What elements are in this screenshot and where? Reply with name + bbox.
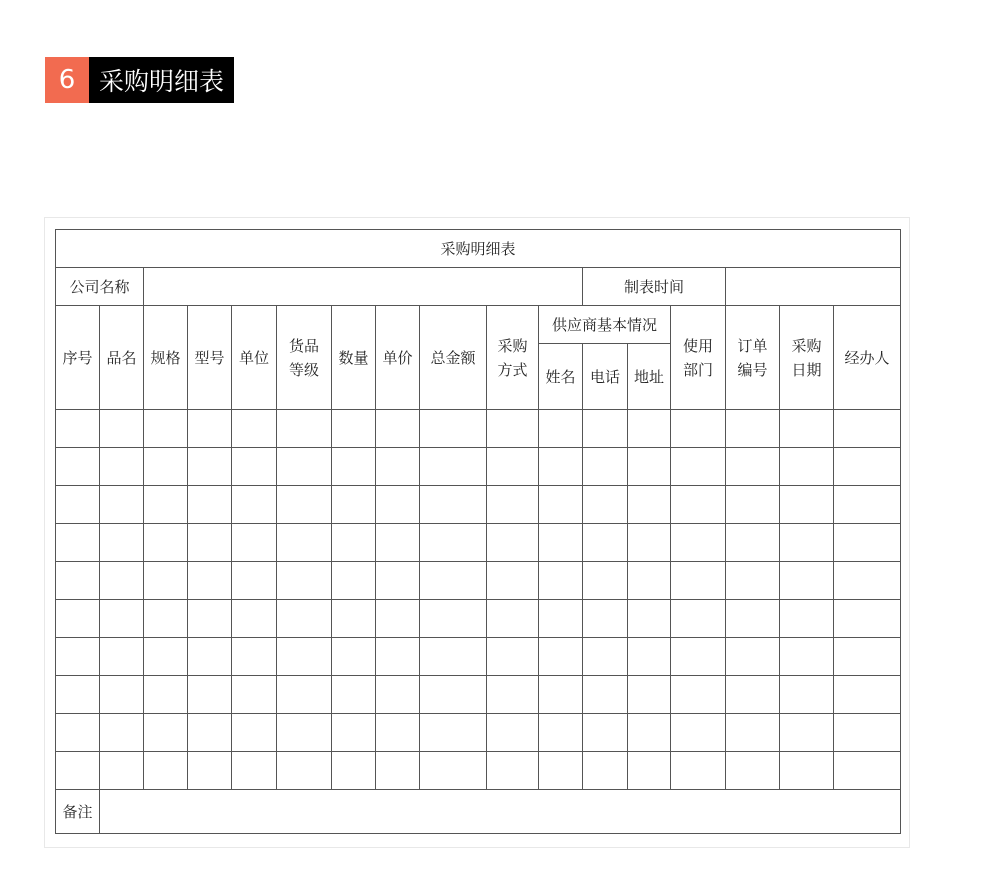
purchase-form-image — [44, 217, 910, 848]
table-cell[interactable] — [144, 562, 188, 600]
table-cell[interactable] — [376, 486, 420, 524]
table-cell[interactable] — [332, 638, 376, 676]
table-body — [56, 410, 901, 790]
table-cell[interactable] — [232, 676, 277, 714]
table-cell[interactable] — [628, 448, 671, 486]
header-date: 采购 日期 — [780, 306, 834, 410]
table-cell[interactable] — [56, 600, 100, 638]
remark-field[interactable] — [100, 790, 901, 834]
table-cell[interactable] — [277, 638, 332, 676]
table-cell[interactable] — [834, 448, 901, 486]
table-cell[interactable] — [277, 562, 332, 600]
table-cell[interactable] — [277, 524, 332, 562]
table-cell[interactable] — [376, 638, 420, 676]
table-cell[interactable] — [726, 486, 780, 524]
table-cell[interactable] — [56, 752, 100, 790]
table-cell[interactable] — [332, 562, 376, 600]
table-cell[interactable] — [188, 448, 232, 486]
table-cell[interactable] — [628, 752, 671, 790]
table-cell[interactable] — [420, 638, 487, 676]
header-unit: 单位 — [232, 306, 277, 410]
table-cell[interactable] — [628, 562, 671, 600]
table-cell[interactable] — [583, 714, 628, 752]
table-cell[interactable] — [628, 638, 671, 676]
table-cell[interactable] — [834, 524, 901, 562]
table-cell[interactable] — [780, 410, 834, 448]
table-cell[interactable] — [583, 410, 628, 448]
table-cell[interactable] — [487, 448, 539, 486]
table-cell[interactable] — [726, 638, 780, 676]
table-cell[interactable] — [332, 524, 376, 562]
table-cell[interactable] — [188, 486, 232, 524]
header-total: 总金额 — [420, 306, 487, 410]
header-model: 型号 — [188, 306, 232, 410]
company-name-field[interactable] — [144, 268, 583, 306]
table-cell[interactable] — [726, 562, 780, 600]
table-cell[interactable] — [726, 714, 780, 752]
table-cell[interactable] — [539, 600, 583, 638]
table-cell[interactable] — [539, 524, 583, 562]
table-cell[interactable] — [100, 600, 144, 638]
table-cell[interactable] — [583, 524, 628, 562]
table-cell[interactable] — [332, 752, 376, 790]
table-cell[interactable] — [376, 676, 420, 714]
header-supplier-name: 姓名 — [539, 344, 583, 410]
table-cell[interactable] — [487, 486, 539, 524]
header-supplier-address: 地址 — [628, 344, 671, 410]
table-cell[interactable] — [726, 410, 780, 448]
table-cell[interactable] — [628, 714, 671, 752]
header-qty: 数量 — [332, 306, 376, 410]
table-cell[interactable] — [671, 448, 726, 486]
table-cell[interactable] — [420, 524, 487, 562]
header-supplier-group: 供应商基本情况 — [539, 306, 671, 344]
table-cell[interactable] — [100, 752, 144, 790]
table-cell[interactable] — [780, 638, 834, 676]
table-cell[interactable] — [56, 524, 100, 562]
table-row — [56, 448, 901, 486]
header-grade: 货品 等级 — [277, 306, 332, 410]
header-price: 单价 — [376, 306, 420, 410]
table-cell[interactable] — [188, 600, 232, 638]
table-cell[interactable] — [376, 752, 420, 790]
table-cell[interactable] — [780, 752, 834, 790]
table-cell[interactable] — [671, 410, 726, 448]
table-cell[interactable] — [100, 676, 144, 714]
table-cell[interactable] — [144, 486, 188, 524]
table-cell[interactable] — [780, 448, 834, 486]
date-made-field[interactable] — [726, 268, 901, 306]
table-cell[interactable] — [583, 676, 628, 714]
table-cell[interactable] — [487, 714, 539, 752]
table-cell[interactable] — [277, 676, 332, 714]
table-cell[interactable] — [834, 676, 901, 714]
table-cell[interactable] — [277, 486, 332, 524]
table-cell[interactable] — [671, 714, 726, 752]
table-cell[interactable] — [539, 410, 583, 448]
table-cell[interactable] — [232, 448, 277, 486]
section-number-badge: 6 — [45, 57, 89, 103]
table-cell[interactable] — [232, 638, 277, 676]
table-cell[interactable] — [539, 714, 583, 752]
table-cell[interactable] — [780, 600, 834, 638]
date-made-label: 制表时间 — [583, 268, 726, 306]
table-cell[interactable] — [100, 562, 144, 600]
table-row — [56, 486, 901, 524]
table-cell[interactable] — [420, 714, 487, 752]
table-cell[interactable] — [420, 676, 487, 714]
table-cell[interactable] — [539, 676, 583, 714]
table-cell[interactable] — [188, 752, 232, 790]
table-row — [56, 562, 901, 600]
table-cell[interactable] — [420, 486, 487, 524]
table-cell[interactable] — [144, 448, 188, 486]
table-cell[interactable] — [726, 752, 780, 790]
table-cell[interactable] — [420, 752, 487, 790]
table-cell[interactable] — [834, 410, 901, 448]
table-cell[interactable] — [834, 600, 901, 638]
table-row — [56, 752, 901, 790]
table-cell[interactable] — [188, 410, 232, 448]
table-cell[interactable] — [332, 600, 376, 638]
table-cell[interactable] — [56, 714, 100, 752]
remark-label: 备注 — [56, 790, 100, 834]
table-cell[interactable] — [144, 676, 188, 714]
table-cell[interactable] — [376, 600, 420, 638]
table-cell[interactable] — [834, 638, 901, 676]
table-cell[interactable] — [56, 486, 100, 524]
header-product: 品名 — [100, 306, 144, 410]
header-spec: 规格 — [144, 306, 188, 410]
table-cell[interactable] — [332, 486, 376, 524]
table-cell[interactable] — [232, 524, 277, 562]
table-cell[interactable] — [100, 524, 144, 562]
company-name-label: 公司名称 — [56, 268, 144, 306]
table-cell[interactable] — [583, 562, 628, 600]
table-cell[interactable] — [671, 638, 726, 676]
table-cell[interactable] — [726, 524, 780, 562]
table-cell[interactable] — [376, 448, 420, 486]
table-cell[interactable] — [780, 486, 834, 524]
table-cell[interactable] — [539, 638, 583, 676]
table-cell[interactable] — [277, 448, 332, 486]
table-cell[interactable] — [100, 638, 144, 676]
table-cell[interactable] — [487, 524, 539, 562]
table-cell[interactable] — [487, 752, 539, 790]
table-cell[interactable] — [420, 600, 487, 638]
table-cell[interactable] — [232, 410, 277, 448]
table-cell[interactable] — [671, 600, 726, 638]
table-cell[interactable] — [56, 676, 100, 714]
table-cell[interactable] — [487, 410, 539, 448]
table-cell[interactable] — [539, 448, 583, 486]
table-cell[interactable] — [232, 714, 277, 752]
purchase-detail-table — [55, 229, 901, 834]
table-cell[interactable] — [232, 600, 277, 638]
table-title: 采购明细表 — [56, 230, 901, 268]
table-cell[interactable] — [671, 524, 726, 562]
header-method: 采购 方式 — [487, 306, 539, 410]
table-cell[interactable] — [726, 600, 780, 638]
table-cell[interactable] — [671, 486, 726, 524]
table-cell[interactable] — [277, 410, 332, 448]
table-cell[interactable] — [100, 410, 144, 448]
table-cell[interactable] — [726, 448, 780, 486]
table-cell[interactable] — [232, 562, 277, 600]
table-cell[interactable] — [100, 486, 144, 524]
table-cell[interactable] — [188, 562, 232, 600]
table-cell[interactable] — [583, 600, 628, 638]
table-cell[interactable] — [583, 638, 628, 676]
table-row — [56, 638, 901, 676]
table-cell[interactable] — [834, 562, 901, 600]
table-cell[interactable] — [539, 486, 583, 524]
header-seq: 序号 — [56, 306, 100, 410]
table-cell[interactable] — [56, 410, 100, 448]
table-cell[interactable] — [539, 562, 583, 600]
table-cell[interactable] — [628, 676, 671, 714]
table-row — [56, 410, 901, 448]
table-cell[interactable] — [671, 752, 726, 790]
table-cell[interactable] — [332, 676, 376, 714]
table-cell[interactable] — [780, 676, 834, 714]
section-heading — [45, 57, 234, 103]
table-cell[interactable] — [277, 752, 332, 790]
table-cell[interactable] — [834, 486, 901, 524]
table-cell[interactable] — [671, 676, 726, 714]
table-cell[interactable] — [583, 486, 628, 524]
table-row — [56, 524, 901, 562]
table-cell[interactable] — [232, 486, 277, 524]
table-cell[interactable] — [144, 524, 188, 562]
table-cell[interactable] — [376, 524, 420, 562]
header-dept: 使用 部门 — [671, 306, 726, 410]
header-order-no: 订单 编号 — [726, 306, 780, 410]
table-cell[interactable] — [144, 714, 188, 752]
table-cell[interactable] — [539, 752, 583, 790]
table-cell[interactable] — [188, 676, 232, 714]
table-cell[interactable] — [628, 410, 671, 448]
table-row — [56, 714, 901, 752]
table-cell[interactable] — [232, 752, 277, 790]
table-cell[interactable] — [277, 600, 332, 638]
table-cell[interactable] — [487, 562, 539, 600]
table-row — [56, 676, 901, 714]
table-cell[interactable] — [188, 524, 232, 562]
table-cell[interactable] — [100, 448, 144, 486]
table-cell[interactable] — [277, 714, 332, 752]
table-cell[interactable] — [780, 524, 834, 562]
table-cell[interactable] — [834, 714, 901, 752]
table-cell[interactable] — [376, 410, 420, 448]
table-cell[interactable] — [780, 562, 834, 600]
table-cell[interactable] — [583, 752, 628, 790]
table-cell[interactable] — [583, 448, 628, 486]
table-cell[interactable] — [144, 600, 188, 638]
table-cell[interactable] — [188, 638, 232, 676]
table-cell[interactable] — [487, 638, 539, 676]
table-cell[interactable] — [628, 600, 671, 638]
header-supplier-phone: 电话 — [583, 344, 628, 410]
table-cell[interactable] — [376, 562, 420, 600]
table-cell[interactable] — [487, 600, 539, 638]
table-cell[interactable] — [420, 562, 487, 600]
table-cell[interactable] — [56, 448, 100, 486]
table-cell[interactable] — [188, 714, 232, 752]
section-title: 采购明细表 — [89, 57, 234, 103]
table-cell[interactable] — [487, 676, 539, 714]
header-handler: 经办人 — [834, 306, 901, 410]
table-cell[interactable] — [332, 448, 376, 486]
table-cell[interactable] — [332, 410, 376, 448]
table-cell[interactable] — [420, 448, 487, 486]
table-cell[interactable] — [726, 676, 780, 714]
table-cell[interactable] — [780, 714, 834, 752]
table-cell[interactable] — [144, 410, 188, 448]
table-cell[interactable] — [834, 752, 901, 790]
table-cell[interactable] — [332, 714, 376, 752]
table-cell[interactable] — [671, 562, 726, 600]
table-cell[interactable] — [144, 752, 188, 790]
table-cell[interactable] — [628, 524, 671, 562]
table-cell[interactable] — [144, 638, 188, 676]
table-cell[interactable] — [376, 714, 420, 752]
table-cell[interactable] — [56, 562, 100, 600]
table-cell[interactable] — [56, 638, 100, 676]
table-row — [56, 600, 901, 638]
table-cell[interactable] — [100, 714, 144, 752]
table-cell[interactable] — [628, 486, 671, 524]
table-cell[interactable] — [420, 410, 487, 448]
